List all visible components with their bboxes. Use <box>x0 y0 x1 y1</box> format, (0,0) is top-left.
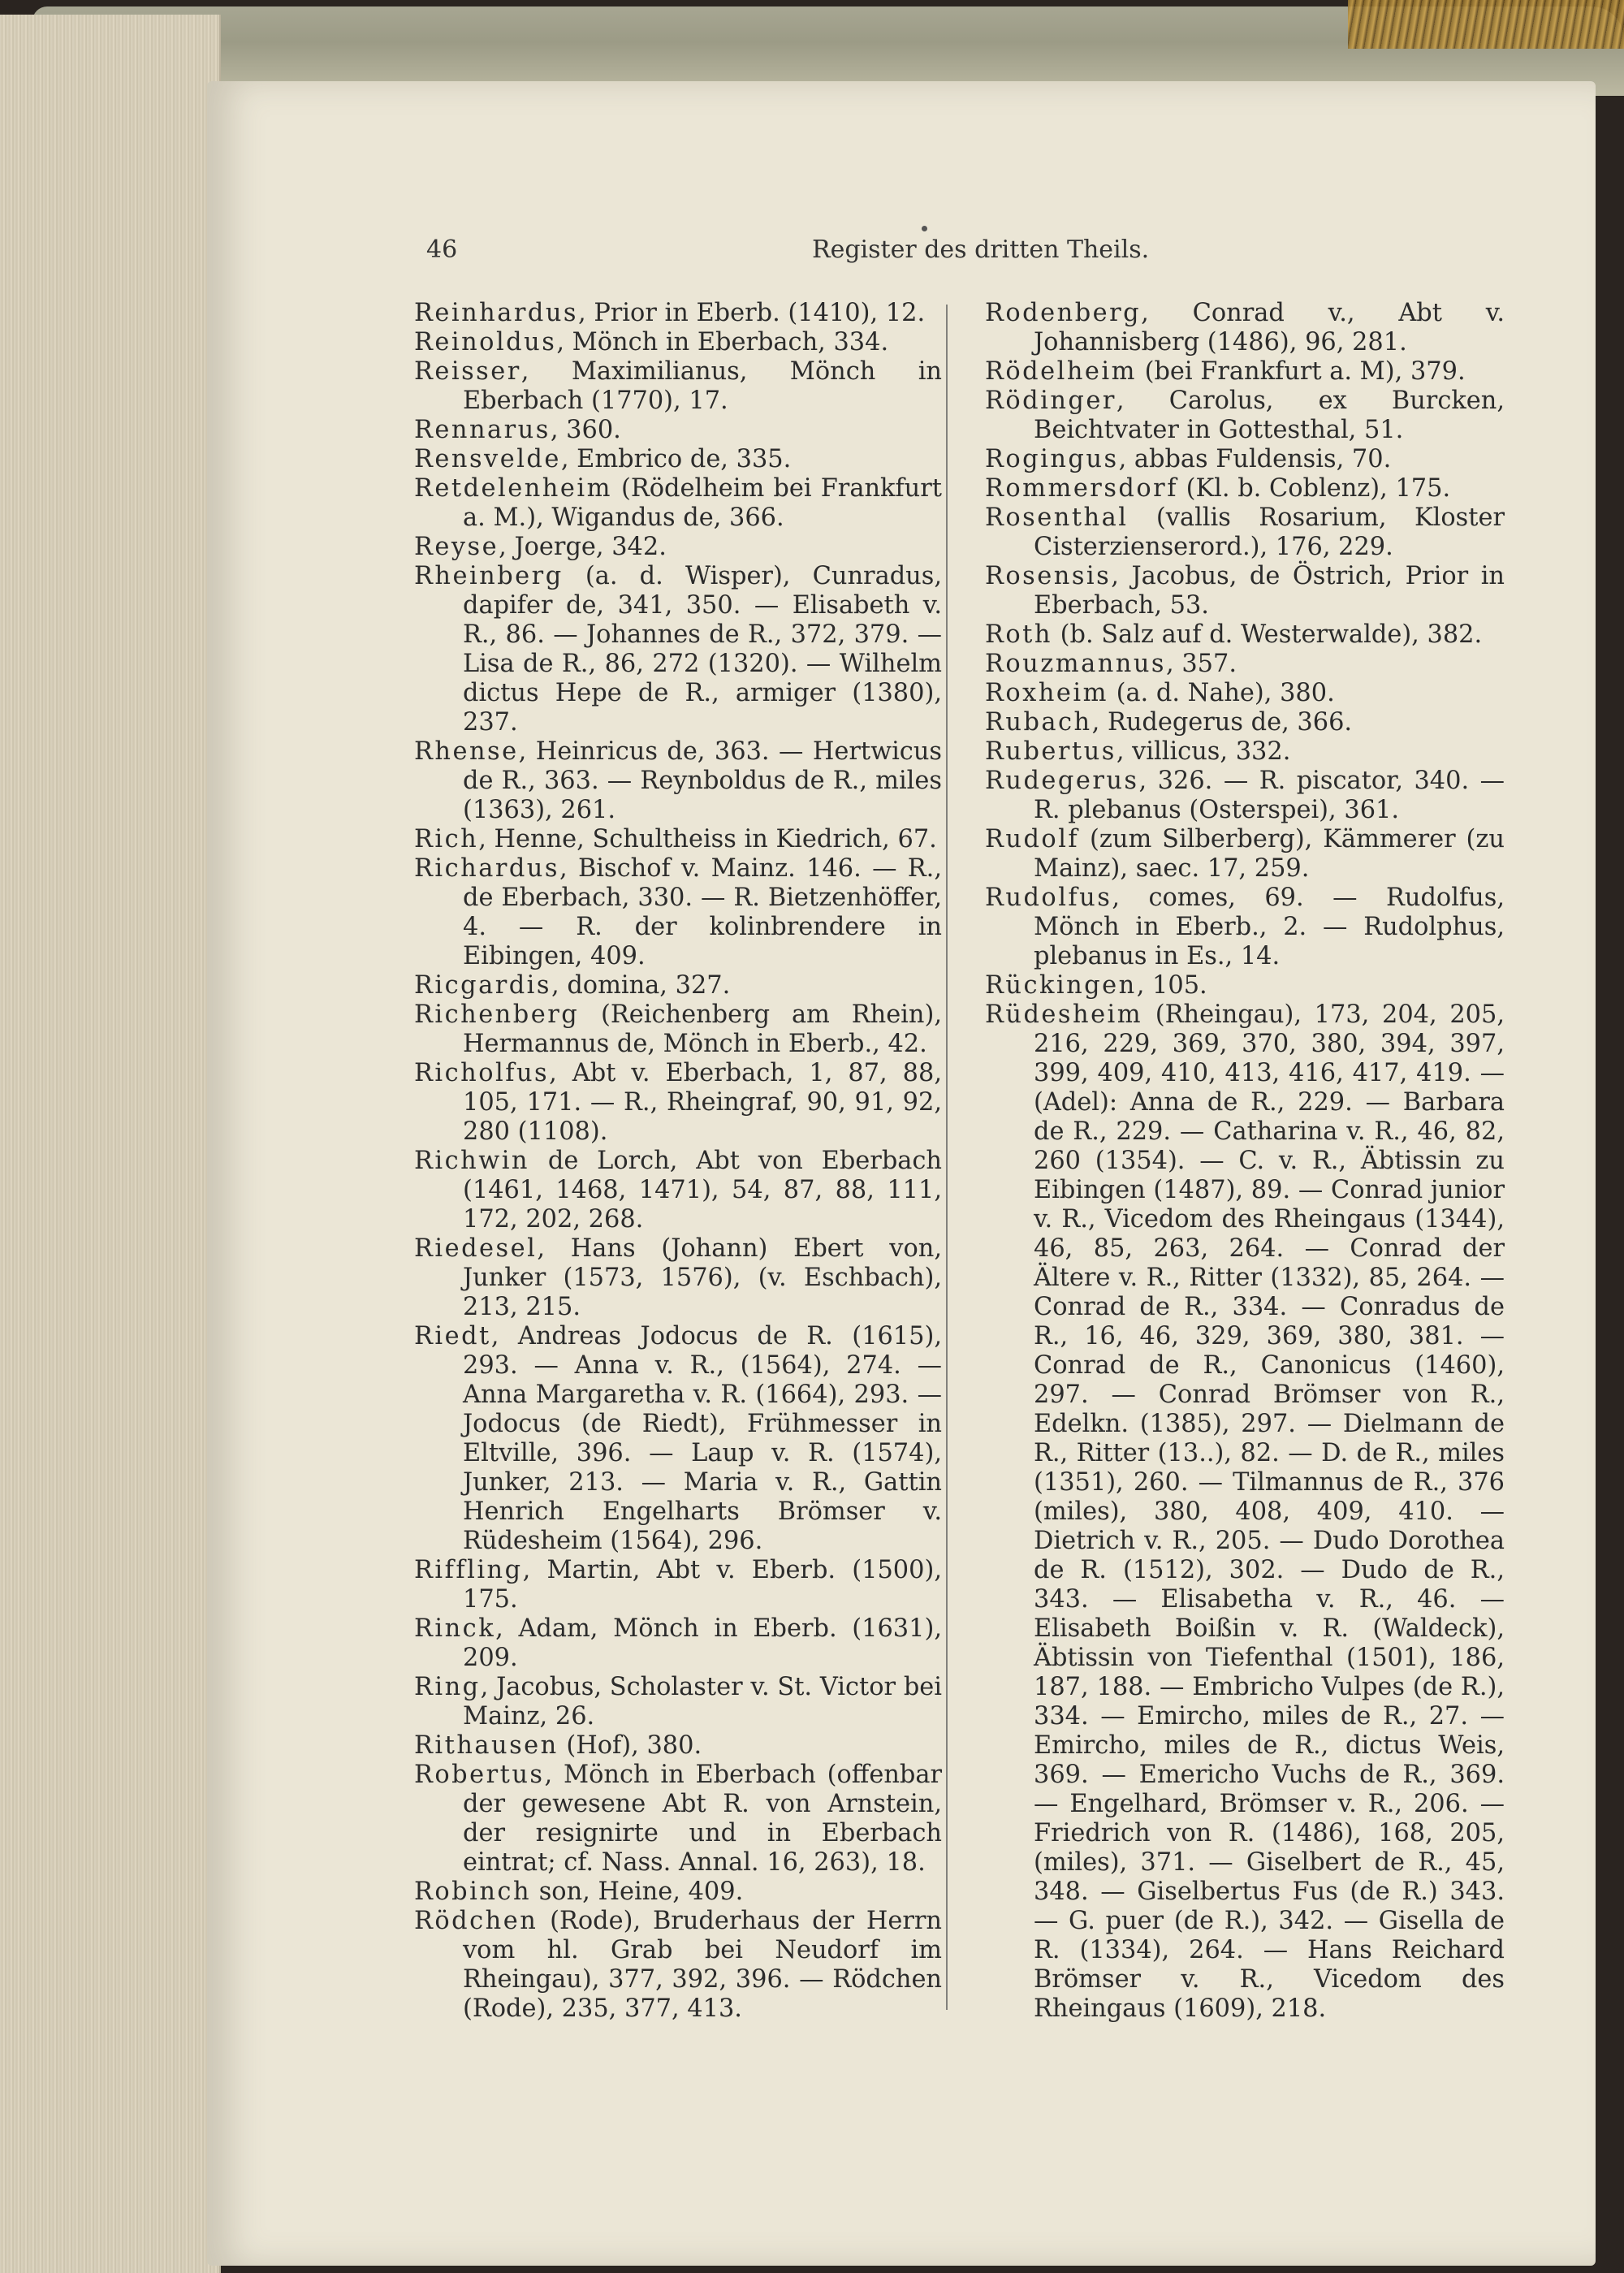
index-headword: Rückingen <box>985 971 1137 1000</box>
index-headword: Rüdesheim <box>985 1000 1143 1029</box>
index-headword: Riedesel <box>414 1234 538 1263</box>
index-headword: Rubertus <box>985 737 1116 766</box>
index-entry <box>414 1878 942 1907</box>
page-stack-edge <box>0 15 221 2273</box>
index-entry-text: , Conrad v., Abt v. Johannisberg (1486), 96, 281. <box>1034 299 1505 357</box>
index-entry-text: , Mönch in Eberbach (offenbar der gewesene Abt R. von Arnstein, der resignirte und in Eberbach eintrat; cf. Nass. Annal. 16, 263), 18. <box>463 1761 942 1877</box>
index-entry-text: , Mönch in Eberbach, 334. <box>556 328 889 357</box>
index-headword: Rubach <box>985 708 1092 737</box>
index-entry <box>414 1147 942 1234</box>
index-entry <box>414 416 942 445</box>
index-entry <box>414 1000 942 1059</box>
index-entry-text: (a. d. Nahe), 380. <box>1108 679 1335 707</box>
index-headword: Richwin <box>414 1147 530 1175</box>
index-entry-text: , Henne, Schultheiss in Kiedrich, 67. <box>478 825 937 853</box>
index-entry <box>414 971 942 1000</box>
index-entry <box>414 1761 942 1878</box>
index-headword: Rensvelde <box>414 445 561 473</box>
index-headword: Reinhardus <box>414 299 579 327</box>
index-entry <box>414 299 942 328</box>
index-headword: Rich <box>414 825 479 853</box>
index-entry-text: , comes, 69. — Rudolfus, Mönch in Eberb., 2. — Rudolphus, plebanus in Es., 14. <box>1034 884 1505 970</box>
index-entry-text: (Hof), 380. <box>558 1731 702 1760</box>
index-entry <box>985 562 1505 620</box>
index-entry <box>414 328 942 357</box>
index-entry-text: (bei Frankfurt a. M), 379. <box>1136 357 1466 386</box>
index-entry-text: , abbas Fuldensis, 70. <box>1118 445 1392 473</box>
index-entry <box>414 737 942 825</box>
index-headword: Rödinger <box>985 387 1116 415</box>
index-headword: Riffling <box>414 1556 523 1584</box>
index-entry-text: , Jacobus, de Östrich, Prior in Eberbach, 53. <box>1034 562 1505 620</box>
index-entry <box>414 825 942 854</box>
index-entry <box>985 971 1505 1000</box>
index-entry <box>414 1234 942 1322</box>
index-headword: Richolfus <box>414 1059 550 1087</box>
index-entry <box>985 825 1505 884</box>
index-entry-text: , Maximilianus, Mönch in Eberbach (1770), 17. <box>463 357 942 415</box>
page-title: Register des dritten Theils. <box>812 236 1150 264</box>
index-headword: Rosensis <box>985 562 1112 590</box>
index-entry-text: (zum Silberberg), Kämmerer (zu Mainz), saec. 17, 259. <box>1034 825 1505 883</box>
index-entry-text: , 360. <box>550 416 621 444</box>
index-headword: Reinoldus <box>414 328 557 357</box>
index-headword: Richenberg <box>414 1000 580 1029</box>
index-entry <box>985 474 1505 503</box>
index-entry-text: , Embrico de, 335. <box>560 445 792 473</box>
index-entry <box>414 357 942 416</box>
index-headword: Roth <box>985 620 1052 649</box>
index-headword: Rhense <box>414 737 519 766</box>
index-entry <box>414 445 942 474</box>
index-entry <box>414 474 942 533</box>
index-entry-text: , Carolus, ex Burcken, Beichtvater in Gottesthal, 51. <box>1034 387 1505 444</box>
index-entry-text: , Rudegerus de, 366. <box>1091 708 1353 737</box>
index-entry <box>985 737 1505 767</box>
index-headword: Rogingus <box>985 445 1119 473</box>
index-headword: Robertus <box>414 1761 545 1789</box>
index-entry <box>985 387 1505 445</box>
index-entry <box>985 650 1505 679</box>
index-headword: Rinck <box>414 1614 496 1643</box>
index-entry <box>414 1907 942 2024</box>
index-entry-text: , Bischof v. Mainz. 146. — R., de Eberbach, 330. — R. Bietzenhöffer, 4. — R. der kolinbrendere in Eibingen, 409. <box>463 854 942 970</box>
index-entry <box>414 854 942 971</box>
index-entry <box>414 1059 942 1147</box>
index-entry-text: (Rödelheim bei Frankfurt a. M.), Wigandus de, 366. <box>463 474 942 532</box>
index-headword: Rodenberg <box>985 299 1142 327</box>
ink-dot <box>922 226 927 231</box>
index-headword: Rommersdorf <box>985 474 1178 503</box>
index-entry <box>985 357 1505 387</box>
index-headword: Retdelenheim <box>414 474 612 503</box>
running-header <box>0 236 1624 268</box>
index-entry <box>985 620 1505 650</box>
index-entry-text: (Reichenberg am Rhein), Hermannus de, Mönch in Eberb., 42. <box>463 1000 942 1058</box>
index-headword: Rosenthal <box>985 503 1129 532</box>
index-entry <box>414 533 942 562</box>
index-entry <box>985 299 1505 357</box>
index-entry <box>414 562 942 737</box>
index-entry-text: , Martin, Abt v. Eberb. (1500), 175. <box>463 1556 942 1614</box>
index-entry-text: , domina, 327. <box>551 971 731 1000</box>
index-headword: Ring <box>414 1673 481 1701</box>
index-headword: Ricgardis <box>414 971 551 1000</box>
index-entry <box>414 1322 942 1556</box>
index-entry <box>414 1614 942 1673</box>
index-headword: Reyse <box>414 533 499 561</box>
index-entry-text: son, Heine, 409. <box>531 1878 744 1906</box>
index-entry-text: , villicus, 332. <box>1116 737 1291 766</box>
index-entry-text: , 326. — R. piscator, 340. — R. plebanus (Osterspei), 361. <box>1034 767 1505 824</box>
index-entry-text: , Andreas Jodocus de R. (1615), 293. — Anna v. R., (1564), 274. — Anna Margaretha v. R. (1664), 293. — Jodocus (de Riedt), Frühmesser in Eltville, 396. — Laup v. R. (1574), Junker, 213. — Maria v. R., Gattin Henrich Engelharts Brömser v. Rüdesheim (1564), 296. <box>463 1322 942 1555</box>
index-entry <box>985 679 1505 708</box>
index-entry <box>985 503 1505 562</box>
index-entry-text: (b. Salz auf d. Westerwalde), 382. <box>1052 620 1483 649</box>
index-headword: Reisser <box>414 357 521 386</box>
index-entry-text: (vallis Rosarium, Kloster Cisterzienserord.), 176, 229. <box>1034 503 1505 561</box>
index-headword: Rithausen <box>414 1731 559 1760</box>
index-entry <box>985 708 1505 737</box>
index-headword: Rudegerus <box>985 767 1139 795</box>
index-headword: Rödchen <box>414 1907 538 1935</box>
index-headword: Richardus <box>414 854 559 883</box>
index-entry-text: (Kl. b. Coblenz), 175. <box>1177 474 1451 503</box>
column-rule <box>946 305 948 2010</box>
index-entry-text: , Prior in Eberb. (1410), 12. <box>578 299 926 327</box>
index-headword: Rudolfus <box>985 884 1112 912</box>
index-headword: Rennarus <box>414 416 551 444</box>
index-entry-text: , 357. <box>1166 650 1237 678</box>
page-number: 46 <box>426 236 458 264</box>
index-entry <box>985 1000 1505 2024</box>
index-entry-text: , Hans (Johann) Ebert von, Junker (1573, 1576), (v. Eschbach), 213, 215. <box>463 1234 942 1321</box>
index-entry <box>414 1673 942 1731</box>
index-entry-text: (a. d. Wisper), Cunradus, dapifer de, 341, 350. — Elisabeth v. R., 86. — Johannes de R., 372, 379. — Lisa de R., 86, 272 (1320). — Wilhelm dictus Hepe de R., armiger (1380), 237. <box>463 562 942 737</box>
index-entry-text: (Rode), Bruderhaus der Herrn vom hl. Grab bei Neudorf im Rheingau), 377, 392, 396. — Rödchen (Rode), 235, 377, 413. <box>463 1907 942 2023</box>
index-entry-text: , Joerge, 342. <box>499 533 667 561</box>
index-column-left <box>414 299 942 2024</box>
index-entry-text: , Heinricus de, 363. — Hertwicus de R., 363. — Reynboldus de R., miles (1363), 261. <box>463 737 942 824</box>
index-headword: Riedt <box>414 1322 491 1350</box>
index-entry-text: , 105. <box>1136 971 1207 1000</box>
index-entry <box>414 1731 942 1761</box>
index-entry <box>985 884 1505 971</box>
index-entry <box>985 767 1505 825</box>
index-entry-text: , Jacobus, Scholaster v. St. Victor bei Mainz, 26. <box>463 1673 942 1731</box>
index-entry-text: , Adam, Mönch in Eberb. (1631), 209. <box>463 1614 942 1672</box>
binding-cord <box>1348 0 1624 49</box>
index-headword: Rheinberg <box>414 562 564 590</box>
index-headword: Rudolf <box>985 825 1080 853</box>
index-column-right <box>985 299 1505 2024</box>
index-entry <box>414 1556 942 1614</box>
index-entry-text: de Lorch, Abt von Eberbach (1461, 1468, 1471), 54, 87, 88, 111, 172, 202, 268. <box>463 1147 942 1234</box>
index-entry <box>985 445 1505 474</box>
index-headword: Roxheim <box>985 679 1108 707</box>
index-entry-text: (Rheingau), 173, 204, 205, 216, 229, 369, 370, 380, 394, 397, 399, 409, 410, 413, 416, 417, 419. — (Adel): Anna de R., 229. — Barbara de R., 229. — Catharina v. R., 46, 82, 260 (1354). — C. v. R., Äbtissin zu Eibingen (1487), 89. — Conrad junior v. R., Vicedom des Rheingaus (1344), 46, 85, 263, 264. — Conrad der Ältere v. R., Ritter (1332), 85, 264. — Conrad de R., 334. — Conradus de R., 16, 46, 329, 369, 380, 381. — Conrad de R., Canonicus (1460), 297. — Conrad Brömser von R., Edelkn. (1385), 297. — Dielmann de R., Ritter (13..), 82. — D. de R., miles (1351), 260. — Tilmannus de R., 376 (miles), 380, 408, 409, 410. — Dietrich v. R., 205. — Dudo Dorothea de R. (1512), 302. — Dudo de R., 343. — Elisabetha v. R., 46. — Elisabeth Boißin v. R. (Waldeck), Äbtissin von Tiefenthal (1501), 186, 187, 188. — Embricho Vulpes (de R.), 334. — Emircho, miles de R., 27. — Emircho, miles de R., dictus Weis, 369. — Emericho Vuchs de R., 369. — Engelhard, Brömser v. R., 206. — Friedrich von R. (1486), 168, 205, (miles), 371. — Giselbert de R., 45, 348. — Giselbertus Fus (de R.) 343. — G. puer (de R.), 342. — Gisella de R. (1334), 264. — Hans Reichard Brömser v. R., Vicedom des Rheingaus (1609), 218. <box>1034 1000 1505 2023</box>
index-headword: Robinch <box>414 1878 532 1906</box>
index-headword: Rouzmannus <box>985 650 1167 678</box>
index-entry-text: , Abt v. Eberbach, 1, 87, 88, 105, 171. — R., Rheingraf, 90, 91, 92, 280 (1108). <box>463 1059 942 1146</box>
index-headword: Rödelheim <box>985 357 1137 386</box>
